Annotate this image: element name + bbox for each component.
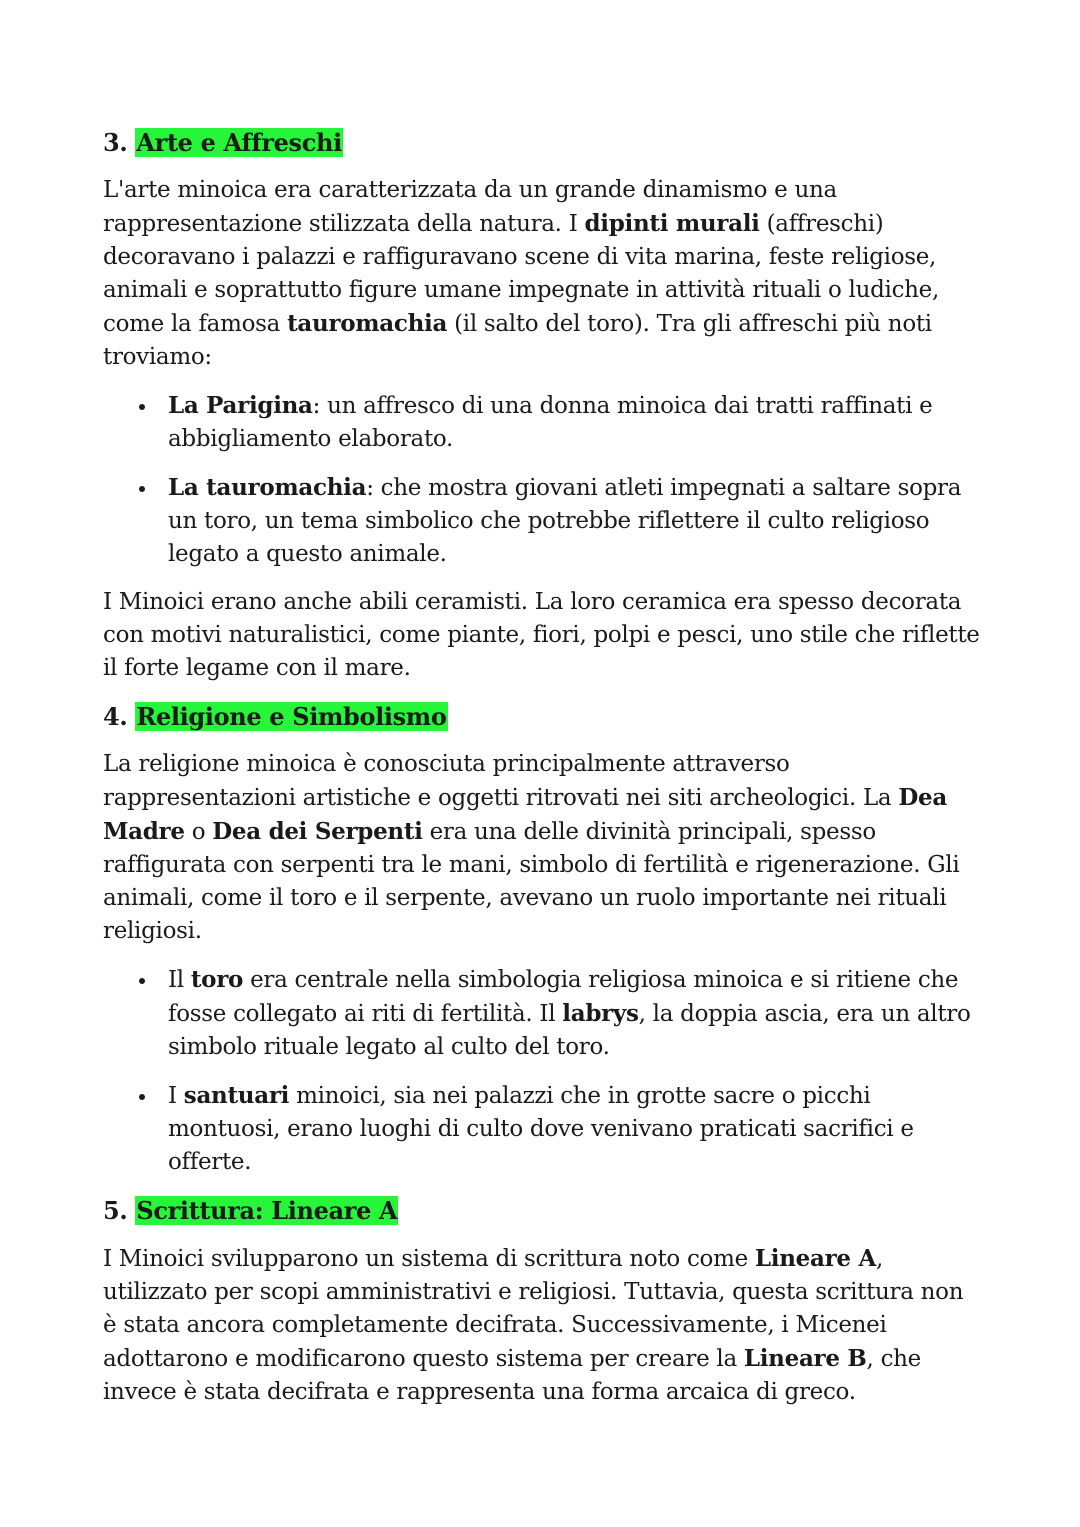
text-run: , la doppia ascia, era un altro simbolo rituale legato al culto del toro. — [168, 1001, 971, 1060]
text-run: , utilizzato per scopi amministrativi e religiosi. Tuttavia, questa scrittura non è stata ancora completamente decifrata. Successivamente, i Micenei adottarono e modificarono questo sistema per creare la — [103, 1246, 964, 1372]
bold-term: tauromachia — [287, 310, 448, 337]
intro-paragraph — [103, 174, 983, 374]
section-heading — [103, 700, 983, 733]
bold-term: La tauromachia — [168, 474, 367, 501]
bullet-item — [103, 1079, 983, 1179]
section-5 — [103, 1194, 983, 1409]
text-run: I Minoici erano anche abili ceramisti. La loro ceramica era spesso decorata con motivi naturalistici, come piante, fiori, polpi e pesci, uno stile che riflette il forte legame con il mare. — [103, 589, 980, 681]
bold-term: La Parigina — [168, 392, 313, 419]
bold-term: Dea dei Serpenti — [212, 818, 423, 845]
bullet-list — [103, 963, 983, 1179]
bullet-dot-icon — [139, 1094, 145, 1100]
bold-term: toro — [190, 966, 244, 993]
text-run: minoici, sia nei palazzi che in grotte sacre o picchi montuosi, erano luoghi di culto dove venivano praticati sacrifici e offerte. — [168, 1083, 914, 1175]
intro-paragraph — [103, 1242, 983, 1409]
section-number: 3. — [103, 128, 128, 157]
bullet-dot-icon — [139, 404, 145, 410]
section-title-highlighted: Arte e Affreschi — [136, 128, 342, 157]
closing-paragraph — [103, 586, 983, 685]
text-run: I — [168, 1083, 184, 1109]
section-4 — [103, 700, 983, 1179]
text-run: : che mostra giovani atleti impegnati a saltare sopra un toro, un tema simbolico che potrebbe riflettere il culto religioso legato a questo animale. — [168, 475, 962, 567]
bold-term: Lineare A — [754, 1245, 876, 1272]
bullet-dot-icon — [139, 486, 145, 492]
bold-term: dipinti murali — [584, 210, 760, 237]
bold-term: labrys — [562, 1000, 639, 1027]
bold-term: Lineare B — [743, 1345, 867, 1372]
section-title-highlighted: Religione e Simbolismo — [136, 702, 447, 731]
text-run: (affreschi) decoravano i palazzi e raffiguravano scene di vita marina, feste religiose, animali e soprattutto figure umane impegnate in attività rituali o ludiche, come la famosa — [103, 211, 939, 337]
bullet-item — [103, 963, 983, 1064]
bullet-list — [103, 389, 983, 571]
text-run: : un affresco di una donna minoica dai tratti raffinati e abbigliamento elaborato. — [168, 393, 933, 452]
text-run: (il salto del toro). Tra gli affreschi più noti troviamo: — [103, 311, 932, 370]
bold-term: Dea Madre — [103, 784, 947, 845]
section-3 — [103, 126, 983, 685]
section-heading — [103, 126, 983, 159]
section-title-highlighted: Scrittura: Lineare A — [136, 1196, 398, 1225]
text-run: I Minoici svilupparono un sistema di scrittura noto come — [103, 1246, 755, 1272]
bullet-item — [103, 471, 983, 571]
text-run: era centrale nella simbologia religiosa minoica e si ritiene che fosse collegato ai riti di fertilità. Il — [168, 967, 959, 1027]
text-run: era una delle divinità principali, spesso raffigurata con serpenti tra le mani, simbolo di fertilità e rigenerazione. Gli animali, come il toro e il serpente, avevano un ruolo importante nei rituali religiosi. — [103, 819, 960, 944]
bullet-item — [103, 389, 983, 456]
bullet-dot-icon — [139, 978, 145, 984]
text-run: La religione minoica è conosciuta principalmente attraverso rappresentazioni artistiche e oggetti ritrovati nei siti archeologici. La — [103, 751, 899, 811]
document-page — [103, 126, 983, 1424]
text-run: o — [184, 819, 213, 845]
section-number: 4. — [103, 702, 128, 731]
section-number: 5. — [103, 1196, 128, 1225]
intro-paragraph — [103, 748, 983, 948]
bold-term: santuari — [183, 1082, 290, 1109]
section-heading — [103, 1194, 983, 1227]
text-run: Il — [168, 967, 191, 993]
text-run: , che invece è stata decifrata e rappresenta una forma arcaica di greco. — [103, 1346, 921, 1405]
text-run: L'arte minoica era caratterizzata da un grande dinamismo e una rappresentazione stilizzata della natura. I — [103, 177, 837, 237]
